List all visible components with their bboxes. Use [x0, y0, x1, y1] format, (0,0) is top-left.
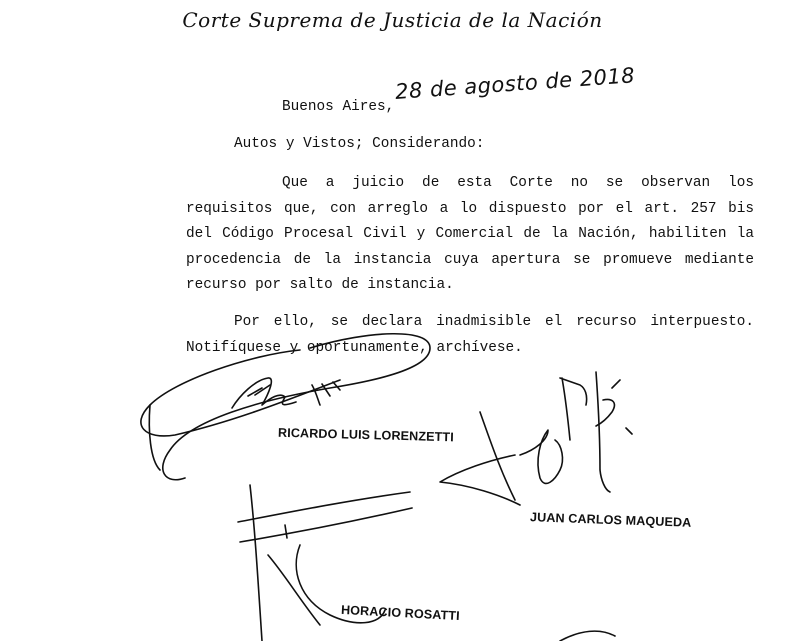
signatory-name-rosatti: HORACIO ROSATTI — [340, 602, 461, 624]
paragraph-considerando: Que a juicio de esta Corte no se observan los requisitos que, con arreglo a lo dispuesto por el art. 257 bis del Código Procesal Civil y Comercial de la Nación, habiliten la procedencia de la instancia cuya apertura se promueve mediante recurso por salto de instancia. — [186, 175, 754, 293]
signatory-name-lorenzetti: RICARDO LUIS LORENZETTI — [277, 425, 454, 445]
signature-maqueda-scribble — [440, 372, 632, 505]
dateline-handwritten-date: 28 de agosto de 2018 — [394, 63, 636, 104]
court-letterhead: Corte Suprema de Justicia de la Nación — [182, 8, 603, 32]
signatory-name-maqueda: JUAN CARLOS MAQUEDA — [529, 510, 692, 530]
dateline-place: Buenos Aires, — [282, 99, 395, 115]
opening-line: Autos y Vistos; Considerando: — [234, 136, 485, 152]
paragraph-resolution: Por ello, se declara inadmisible el recurso interpuesto. Notifíquese y oportunamente, archívese. — [186, 314, 754, 356]
